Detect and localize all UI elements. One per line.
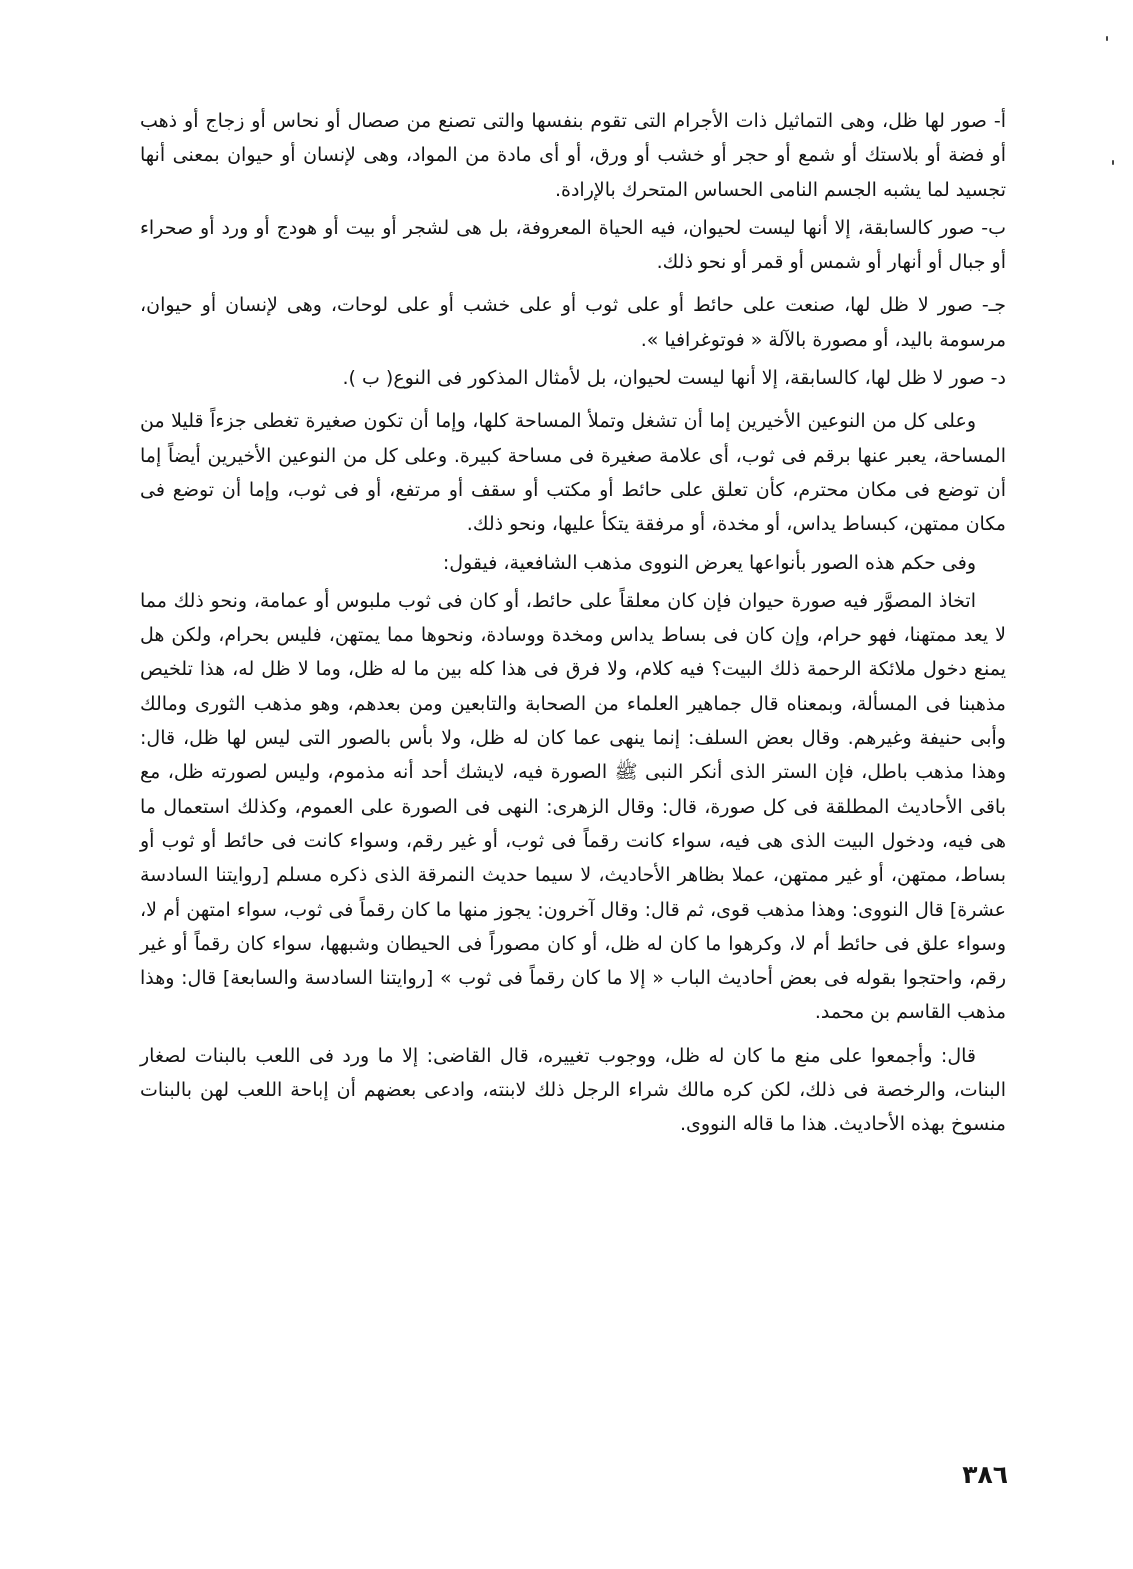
paragraph-type-a: أ- صور لها ظل، وهى التماثيل ذات الأجرام التى تقوم بنفسها والتى تصنع من صصال أو نحاس أو زجاج أو ذهب أو فضة أو بلاستك أو شمع أو حجر أو خشب أو ورق، أو أى مادة من المواد، وهى لإنسان أو حيوان بمعنى أنها تجسيد لما يشبه الجسم النامى الحساس المتحرك بالإرادة.	[140, 110, 1006, 201]
scan-speck	[1112, 160, 1114, 165]
scan-speck	[1106, 36, 1108, 41]
paragraph-ruling-intro: وفى حكم هذه الصور بأنواعها يعرض النووى مذهب الشافعية، فيقول:	[442, 551, 976, 574]
paragraph-type-b: ب- صور كالسابقة، إلا أنها ليست لحيوان، فيه الحياة المعروفة، بل هى لشجر أو بيت أو هودج أو ورد أو صحراء أو جبال أو أنهار أو شمس أو قمر أو نحو ذلك.	[140, 216, 1006, 274]
paragraph-consensus: قال: وأجمعوا على منع ما كان له ظل، ووجوب تغييره، قال القاضى: إلا ما ورد فى اللعب بالبنات لصغار البنات، والرخصة فى ذلك، لكن كره مالك شراء الرجل ذلك لابنته، وادعى بعضهم أن إباحة اللعب لهن بالبنات منسوخ بهذه الأحاديث. هذا ما قاله النووى.	[140, 1044, 1006, 1136]
page-number: ٣٨٦	[962, 1460, 1008, 1489]
paragraph-type-d: د- صور لا ظل لها، كالسابقة، إلا أنها ليست لحيوان، بل لأمثال المذكور فى النوع( ب ).	[342, 367, 1006, 390]
page-body	[140, 104, 1006, 1151]
paragraph-nawawi-quote: اتخاذ المصوَّر فيه صورة حيوان فإن كان معلقاً على حائط، أو كان فى ثوب ملبوس أو عمامة، ونحو ذلك مما لا يعد ممتهنا، فهو حرام، وإن كان فى بساط يداس ومخدة ووسادة، ونحوها مما يمتهن، فليس بحرام، ولكن هل يمنع دخول ملائكة الرحمة ذلك البيت؟ فيه كلام، ولا فرق فى هذا كله بين ما له ظل، وما لا ظل له، هذا تلخيص مذهبنا فى المسألة، وبمعناه قال جماهير العلماء من الصحابة والتابعين ومن بعدهم، وهو مذهب الثورى ومالك وأبى حنيفة وغيرهم. وقال بعض السلف: إنما ينهى عما كان له ظل، ولا بأس بالصور التى ليس لها ظل، قال: وهذا مذهب باطل، فإن الستر الذى أنكر النبى ﷺ الصورة فيه، لايشك أحد أنه مذموم، وليس لصورته ظل، مع باقى الأحاديث المطلقة فى كل صورة، قال: وقال الزهرى: النهى فى الصورة على العموم، وكذلك استعمال ما هى فيه، ودخول البيت الذى هى فيه، سواء كانت رقماً فى ثوب، أو غير رقم، وسواء كانت فى حائط أو ثوب أو بساط، ممتهن، أو غير ممتهن، عملا بظاهر الأحاديث، لا سيما حديث النمرقة الذى ذكره مسلم [روايتنا السادسة عشرة] قال النووى: وهذا مذهب قوى، ثم قال: وقال آخرون: يجوز منها ما كان رقماً فى ثوب، سواء امتهن أم لا، وسواء علق فى حائط أم لا، وكرهوا ما كان له ظل، أو كان مصوراً فى الحيطان وشبهها، سواء كان رقماً أو غير رقم، واحتجوا بقوله فى بعض أحاديث الباب « إلا ما كان رقماً فى ثوب » [روايتنا السادسة والسابعة] قال: وهذا مذهب القاسم بن محمد.	[140, 589, 1006, 1024]
paragraph-type-c: جـ- صور لا ظل لها، صنعت على حائط أو على ثوب أو على خشب أو على لوحات، وهى لإنسان أو حيوان، مرسومة باليد، أو مصورة بالآلة « فوتوغرافيا ».	[140, 294, 1006, 351]
paragraph-placement: وعلى كل من النوعين الأخيرين إما أن تشغل وتملأ المساحة كلها، وإما أن تكون صغيرة تغطى جزءاً قليلا من المساحة، يعبر عنها برقم فى ثوب، أى علامة صغيرة فى مساحة كبيرة. وعلى كل من النوعين الأخيرين أيضاً إما أن توضع فى مكان محترم، كأن تعلق على حائط أو مكتب أو سقف أو مرتفع، أو فى ثوب، وإما أن توضع فى مكان ممتهن، كبساط يداس، أو مخدة، أو مرفقة يتكأ عليها، ونحو ذلك.	[140, 410, 1006, 536]
